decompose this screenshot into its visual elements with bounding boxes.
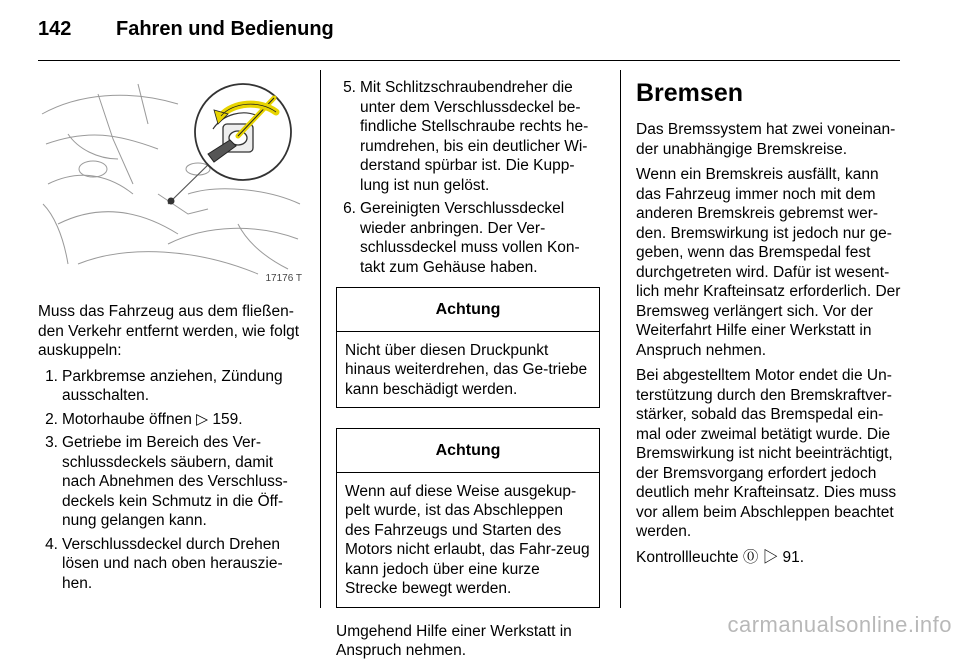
page-ref[interactable]: 91. [782, 548, 805, 566]
header-rule [38, 60, 900, 61]
steps-list-1 [38, 367, 310, 594]
column-divider-2 [620, 70, 621, 608]
list-item [38, 535, 310, 594]
column-3 [636, 78, 902, 573]
step-text: Mit Schlitzschraubendreher die unter dem Verschlussdeckel be-findliche Stellschraube rechts he-rumdrehen, bis ein deutlicher Wi-derstand spürbar ist. Die Kupp-lung ist nun gelöst. [360, 79, 589, 194]
intro-paragraph: Muss das Fahrzeug aus dem fließen-den Verkehr entfernt werden, wie folgt auskuppeln: [38, 303, 300, 359]
brake-warning-icon: ⓪ [742, 548, 759, 566]
caution-box-2 [336, 428, 600, 608]
indicator-label: Kontrollleuchte [636, 548, 739, 566]
outro-paragraph: Umgehend Hilfe einer Werkstatt in Anspruch nehmen. [336, 622, 572, 659]
magnifier-circle [195, 84, 291, 180]
list-item [336, 199, 600, 277]
step-number: 2. [45, 410, 58, 428]
column-1 [38, 302, 310, 597]
watermark: carmanualsonline.info [727, 612, 952, 637]
section-title: Fahren und Bedienung [116, 18, 334, 40]
ref-arrow-icon: ▷ [762, 548, 779, 566]
step-number: 4. [45, 535, 58, 553]
screw-point [168, 198, 175, 205]
caution-box-1 [336, 287, 600, 408]
step-number: 3. [45, 434, 58, 451]
caution-text-1: Nicht über diesen Druckpunkt hinaus weiterdrehen, das Ge-triebe kann beschädigt werden. [345, 341, 588, 398]
steps-list-2 [336, 78, 600, 277]
brakes-paragraph-1: Das Bremssystem hat zwei voneinan-der unabhängige Bremskreise. [636, 121, 896, 158]
step-number: 1. [45, 367, 58, 385]
figure-code: 17176 T [265, 273, 302, 284]
step-number: 6. [343, 200, 356, 217]
gearbox-illustration [38, 74, 306, 286]
step-text: Motorhaube öffnen [62, 410, 192, 428]
column-divider-1 [320, 70, 321, 608]
brakes-paragraph-4 [636, 548, 902, 568]
step-number: 5. [343, 79, 356, 96]
brakes-paragraph-3: Bei abgestelltem Motor endet die Un-terstützung durch den Bremskraftver-stärker, sobald das Bremspedal ein-mal oder zweimal betätigt wurde. Die Bremswirkung ist nicht beeinträchtigt, der Bremsvorgang erfordert jedoch deutlich mehr Krafteinsatz. Dies muss vor allem beim Abschleppen beachtet werden. [636, 367, 897, 540]
list-item [38, 367, 310, 406]
page-ref[interactable]: 159. [212, 410, 243, 428]
list-item [38, 433, 310, 531]
step-text: Gereinigten Verschlussdeckel wieder anbringen. Der Ver-schlussdeckel muss vollen Kon-takt zum Gehäuse haben. [360, 200, 580, 276]
list-item [38, 410, 310, 430]
step-text: Parkbremse anziehen, Zündung ausschalten. [62, 367, 283, 404]
brakes-heading: Bremsen [636, 79, 743, 107]
column-2 [336, 78, 600, 667]
step-text: Verschlussdeckel durch Drehen lösen und nach oben herauszie-hen. [62, 535, 283, 592]
brakes-paragraph-2: Wenn ein Bremskreis ausfällt, kann das Fahrzeug immer noch mit dem anderen Bremskreis gebremst wer-den. Bremswirkung ist jedoch nur ge-geben, wenn das Bremspedal fest durchgetreten wird. Dafür ist wesent-lich mehr Krafteinsatz erforderlich. Der Bremsweg verlängert sich. Vor der Weiterfahrt Hilfe einer Werkstatt in Anspruch nehmen. [636, 166, 901, 359]
step-text: Getriebe im Bereich des Ver-schlussdeckels säubern, damit nach Abnehmen des Verschluss-deckels kein Schmutz in die Öff-nung gelangen kann. [62, 434, 288, 529]
gearbox-line-drawing [38, 74, 306, 286]
page-header [38, 18, 918, 46]
caution-title-1: Achtung [337, 288, 599, 332]
list-item [336, 78, 600, 195]
ref-arrow-icon: ▷ [196, 410, 209, 428]
caution-text-2: Wenn auf diese Weise ausgekup-pelt wurde, ist das Abschleppen des Fahrzeugs und Starten des Motors nicht erlaubt, das Fahr-zeug kann jedoch über eine kurze Strecke bewegt werden. [345, 482, 590, 597]
caution-title-2: Achtung [337, 429, 599, 473]
page-number: 142 [38, 18, 72, 40]
